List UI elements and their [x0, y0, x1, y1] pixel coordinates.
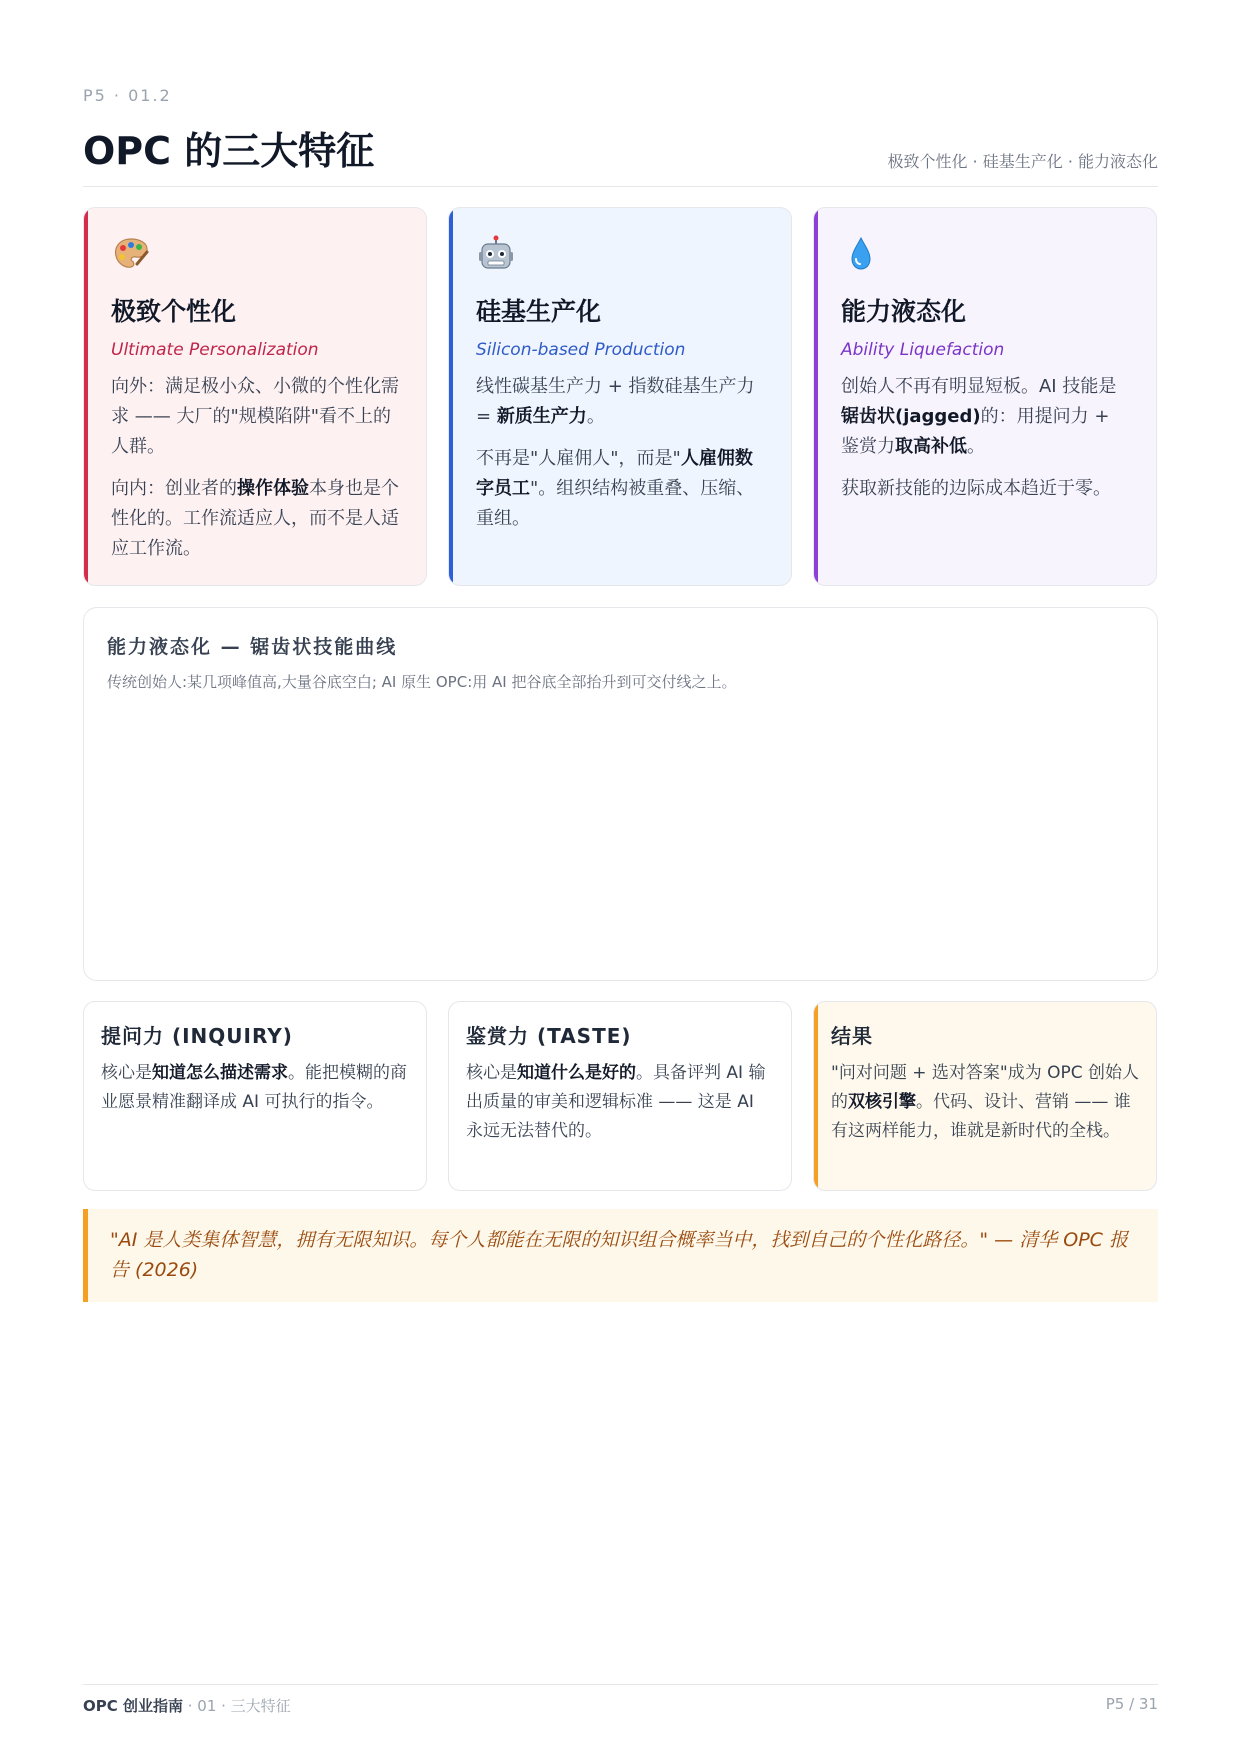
feature-title: 能力液态化 [841, 297, 967, 326]
skill-title: 结果 [831, 1024, 873, 1048]
skill-text: 核心是知道什么是好的。具备评判 AI 输出质量的审美和逻辑标准 —— 这是 AI 永远无法替代的。 [466, 1063, 766, 1141]
feature-subtitle-en: Ability Liquefaction [841, 340, 1005, 360]
feature-text-jagged: 创始人不再有明显短板。AI 技能是锯齿状(jagged)的：用提问力 + 鉴赏力取高补低。 [841, 376, 1117, 457]
skill-curve-panel [83, 607, 1158, 981]
page [83, 0, 1158, 1754]
feature-text-inward: 向内：创业者的操作体验本身也是个性化的。工作流适应人，而不是人适应工作流。 [111, 478, 399, 559]
footer-brand: OPC 创业指南 [83, 1697, 183, 1715]
skill-card-inquiry [83, 1001, 427, 1191]
skill-curve-plot-area [107, 700, 1134, 960]
panel-title: 能力液态化 — 锯齿状技能曲线 [107, 636, 398, 658]
feature-text-marginal-cost: 获取新技能的边际成本趋近于零。 [841, 478, 1111, 499]
header-divider [83, 186, 1158, 187]
feature-card-silicon-production [448, 207, 792, 586]
page-eyebrow: P5 · 01.2 [83, 86, 172, 105]
feature-title: 极致个性化 [111, 297, 237, 326]
skill-card-taste [448, 1001, 792, 1191]
footer-left [83, 1695, 291, 1716]
palette-icon [111, 234, 151, 274]
feature-subtitle-en: Silicon-based Production [476, 340, 686, 360]
skill-text: "问对问题 + 选对答案"成为 OPC 创始人的双核引擎。代码、设计、营销 —— 谁有这两样能力，谁就是新时代的全栈。 [831, 1063, 1139, 1141]
feature-text-outward: 向外：满足极小众、小微的个性化需求 —— 大厂的"规模陷阱"看不上的人群。 [111, 376, 399, 457]
feature-title: 硅基生产化 [476, 297, 602, 326]
skill-card-result [813, 1001, 1157, 1191]
quote-block [83, 1209, 1158, 1302]
skill-title: 提问力 (INQUIRY) [101, 1024, 293, 1048]
feature-card-ability-liquefaction [813, 207, 1157, 586]
footer-section: · 01 · 三大特征 [182, 1697, 291, 1715]
feature-text-digital-employee: 不再是"人雇佣人"，而是"人雇佣数字员工"。组织结构被重叠、压缩、重组。 [476, 448, 755, 529]
droplet-icon [841, 234, 881, 274]
feature-card-personalization [83, 207, 427, 586]
quote-text: "AI 是人类集体智慧，拥有无限知识。每个人都能在无限的知识组合概率当中，找到自己的个性化路径。" — 清华 OPC 报告 (2026) [110, 1229, 1128, 1281]
feature-text-productivity: 线性碳基生产力 + 指数硅基生产力 = 新质生产力。 [476, 376, 755, 427]
page-subtitle: 极致个性化 · 硅基生产化 · 能力液态化 [887, 152, 1158, 171]
panel-subtitle: 传统创始人:某几项峰值高,大量谷底空白; AI 原生 OPC:用 AI 把谷底全部抬升到可交付线之上。 [107, 673, 737, 691]
footer-divider [83, 1684, 1158, 1685]
robot-icon [476, 234, 516, 274]
page-number: P5 / 31 [1105, 1695, 1158, 1713]
page-title: OPC 的三大特征 [83, 129, 375, 173]
feature-subtitle-en: Ultimate Personalization [111, 340, 319, 360]
skill-text: 核心是知道怎么描述需求。能把模糊的商业愿景精准翻译成 AI 可执行的指令。 [101, 1063, 407, 1112]
skill-title: 鉴赏力 (TASTE) [466, 1024, 632, 1048]
